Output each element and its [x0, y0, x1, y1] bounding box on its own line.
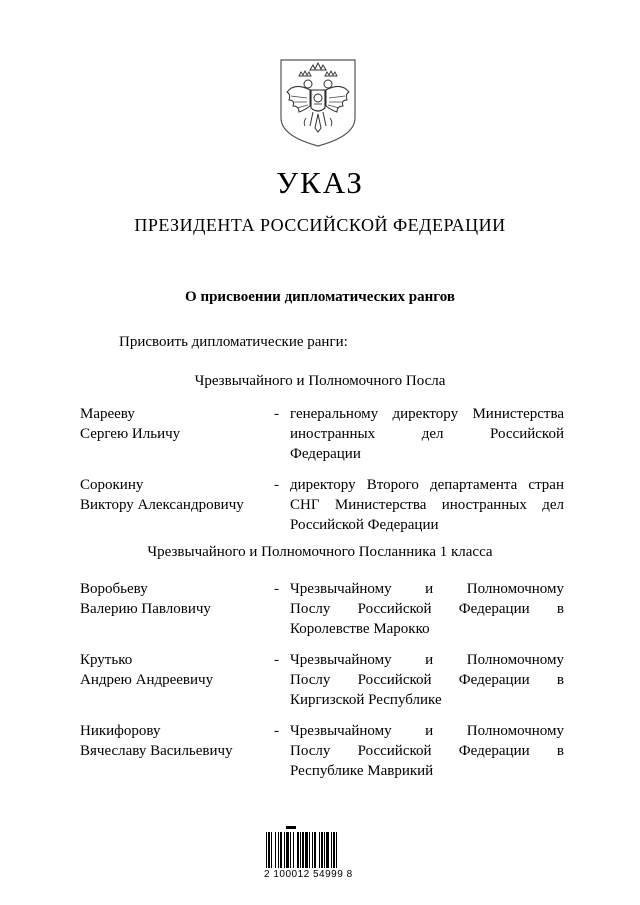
- description-line: Чрезвычайному и Полномочному: [290, 652, 564, 668]
- given-name: Вячеславу Васильевичу: [80, 743, 233, 759]
- rank-title-envoy: Чрезвычайного и Полномочного Посланника 1 класса: [147, 544, 493, 560]
- description-line: Киргизской Республике: [290, 692, 442, 708]
- decree-heading: О присвоении дипломатических рангов: [185, 289, 455, 305]
- person-name: [80, 721, 270, 761]
- description-line: Послу Российской Федерации в: [290, 743, 564, 759]
- separator-dash: -: [274, 406, 279, 422]
- description-line: Королевстве Марокко: [290, 621, 430, 637]
- document-title: УКАЗ: [276, 165, 364, 200]
- surname: Марееву: [80, 406, 135, 422]
- person-name: [80, 475, 270, 515]
- description-line: иностранных дел Российской: [290, 426, 564, 442]
- separator-dash: -: [274, 652, 279, 668]
- person-name: [80, 650, 270, 690]
- description-line: Российской Федерации: [290, 517, 439, 533]
- description-line: Послу Российской Федерации в: [290, 672, 564, 688]
- position-description: [290, 475, 564, 535]
- given-name: Виктору Александровичу: [80, 497, 244, 513]
- decree-intro: Присвоить дипломатические ранги:: [119, 334, 348, 350]
- separator-dash: -: [274, 477, 279, 493]
- description-line: директору Второго департамента стран: [290, 477, 564, 493]
- person-name: [80, 579, 270, 619]
- position-description: [290, 650, 564, 710]
- separator-dash: -: [274, 723, 279, 739]
- position-description: [290, 721, 564, 781]
- surname: Никифорову: [80, 723, 161, 739]
- document-subtitle: ПРЕЗИДЕНТА РОССИЙСКОЙ ФЕДЕРАЦИИ: [134, 215, 506, 235]
- position-description: [290, 579, 564, 639]
- description-line: Чрезвычайному и Полномочному: [290, 581, 564, 597]
- description-line: генеральному директору Министерства: [290, 406, 564, 422]
- given-name: Сергею Ильичу: [80, 426, 181, 442]
- given-name: Валерию Павловичу: [80, 601, 211, 617]
- given-name: Андрею Андреевичу: [80, 672, 214, 688]
- person-name: [80, 404, 270, 444]
- description-line: Федерации: [290, 446, 361, 462]
- rank-title-ambassador: Чрезвычайного и Полномочного Посла: [194, 373, 446, 389]
- description-line: Чрезвычайному и Полномочному: [290, 723, 564, 739]
- barcode-number: 2 100012 54999 8: [264, 869, 353, 880]
- description-line: СНГ Министерства иностранных дел: [290, 497, 564, 513]
- description-line: Послу Российской Федерации в: [290, 601, 564, 617]
- coat-of-arms-emblem-icon: [277, 56, 359, 148]
- surname: Сорокину: [80, 477, 144, 493]
- position-description: [290, 404, 564, 464]
- description-line: Республике Маврикий: [290, 763, 434, 779]
- separator-dash: -: [274, 581, 279, 597]
- surname: Воробьеву: [80, 581, 148, 597]
- surname: Крутько: [80, 652, 133, 668]
